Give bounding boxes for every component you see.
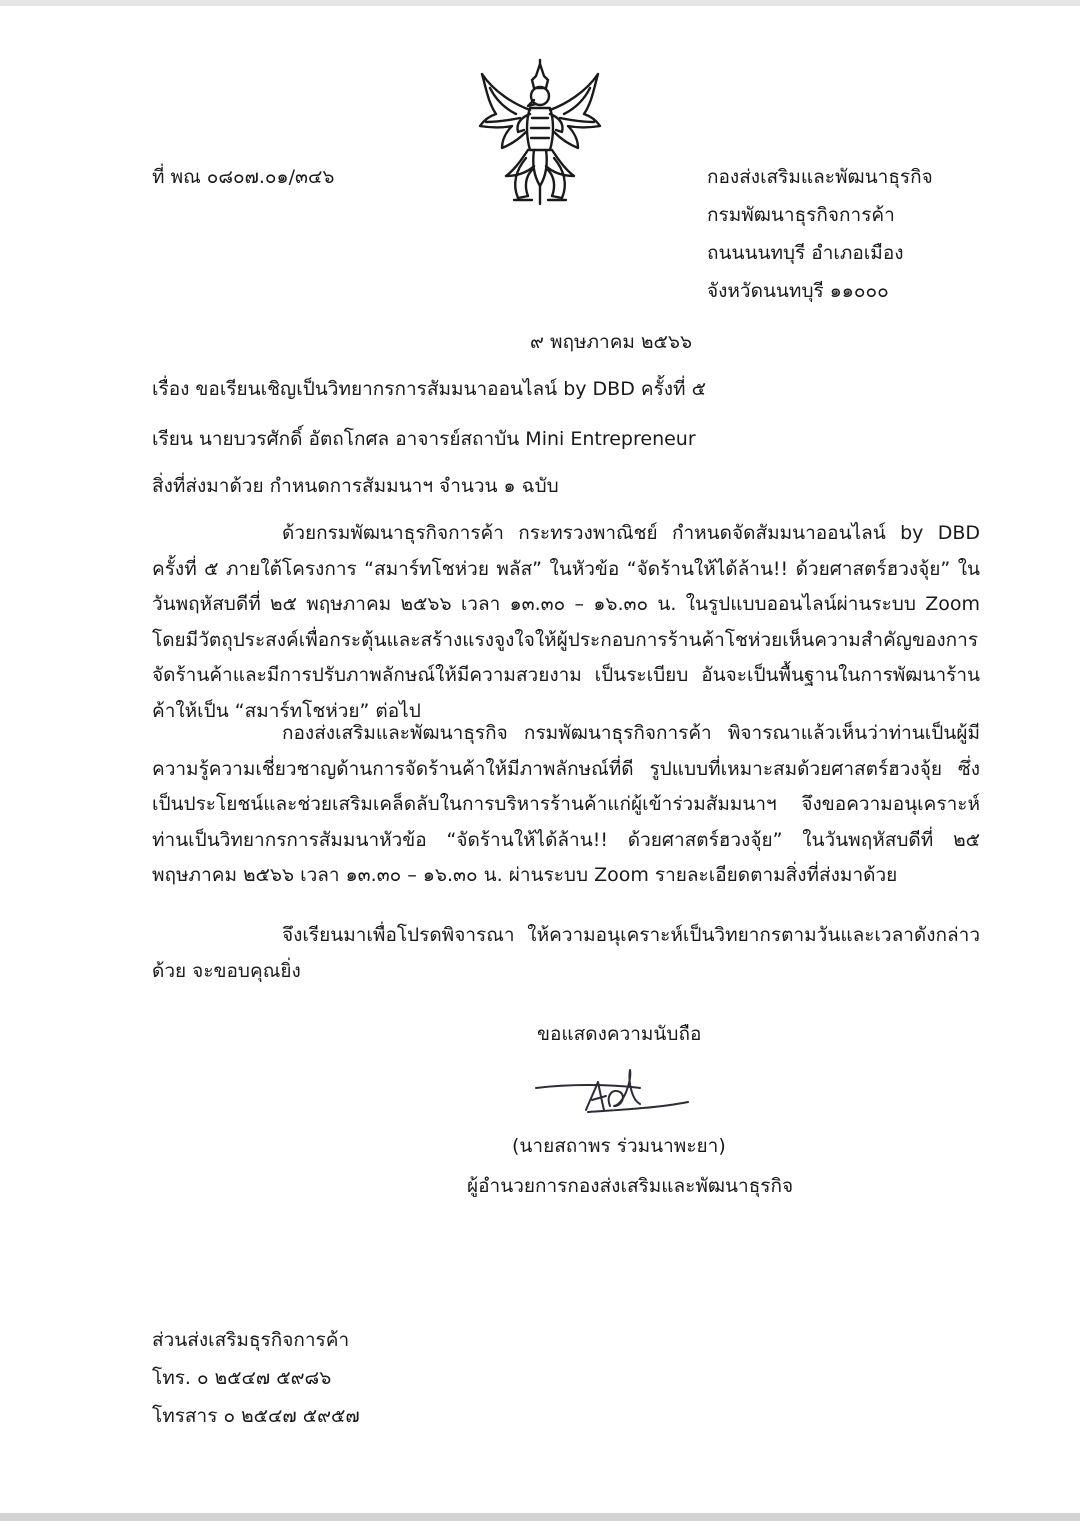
page-top-edge xyxy=(0,0,1080,6)
footer-fax: โทรสาร ๐ ๒๕๔๗ ๕๙๕๗ xyxy=(152,1405,360,1427)
subject-line: เรื่อง ขอเรียนเชิญเป็นวิทยากรการสัมมนาออนไลน์ by DBD ครั้งที่ ๕ xyxy=(152,378,707,400)
body-paragraph-1 xyxy=(152,516,980,729)
closing-phrase: ขอแสดงความนับถือ xyxy=(537,1023,702,1045)
body-paragraph-2 xyxy=(152,716,980,894)
paragraph-text: ด้วยกรมพัฒนาธุรกิจการค้า กระทรวงพาณิชย์ กำหนดจัดสัมมนาออนไลน์ by DBD ครั้งที่ ๕ ภายใต้โครงการ “สมาร์ทโชห่วย พลัส” ในหัวข้อ “จัดร้านให้ได้ล้าน!! ด้วยศาสตร์ฮวงจุ้ย” ในวันพฤหัสบดีที่ ๒๕ พฤษภาคม ๒๕๖๖ เวลา ๑๓.๓๐ – ๑๖.๓๐ น. ในรูปแบบออนไลน์ผ่านระบบ Zoom โดยมีวัตถุประสงค์เพื่อกระตุ้นและสร้างแรงจูงใจให้ผู้ประกอบการร้านค้าโชห่วยเห็นความสำคัญของการจัดร้านค้าและมีการปรับภาพลักษณ์ให้มีความสวยงาม เป็นระเบียบ อันจะเป็นพื้นฐานในการพัฒนาร้านค้าให้เป็น “สมาร์ทโชห่วย” ต่อไป xyxy=(152,522,980,722)
enclosure-line: สิ่งที่ส่งมาด้วย กำหนดการสัมมนาฯ จำนวน ๑ ฉบับ xyxy=(152,475,559,497)
sender-line: กองส่งเสริมและพัฒนาธุรกิจ xyxy=(707,166,933,188)
signatory-name: (นายสถาพร ร่วมนาพะยา) xyxy=(512,1135,726,1157)
sender-line: กรมพัฒนาธุรกิจการค้า xyxy=(707,204,895,226)
body-paragraph-3 xyxy=(152,918,980,989)
letter-date: ๙ พฤษภาคม ๒๕๖๖ xyxy=(530,331,693,353)
paragraph-text: กองส่งเสริมและพัฒนาธุรกิจ กรมพัฒนาธุรกิจการค้า พิจารณาแล้วเห็นว่าท่านเป็นผู้มีความรู้ความเชี่ยวชาญด้านการจัดร้านค้าให้มีภาพลักษณ์ที่ดี รูปแบบที่เหมาะสมด้วยศาสตร์ฮวงจุ้ย ซึ่งเป็นประโยชน์และช่วยเสริมเคล็ดลับในการบริหารร้านค้าแก่ผู้เข้าร่วมสัมมนาฯ จึงขอความอนุเคราะห์ท่านเป็นวิทยากรการสัมมนาหัวข้อ “จัดร้านให้ได้ล้าน!! ด้วยศาสตร์ฮวงจุ้ย” ในวันพฤหัสบดีที่ ๒๕ พฤษภาคม ๒๕๖๖ เวลา ๑๓.๓๐ – ๑๖.๓๐ น. ผ่านระบบ Zoom รายละเอียดตามสิ่งที่ส่งมาด้วย xyxy=(152,722,980,886)
footer-department: ส่วนส่งเสริมธุรกิจการค้า xyxy=(152,1329,350,1351)
paragraph-text: จึงเรียนมาเพื่อโปรดพิจารณา ให้ความอนุเคราะห์เป็นวิทยากรตามวันและเวลาดังกล่าวด้วย จะขอบคุณยิ่ง xyxy=(152,924,980,982)
reference-number: ที่ พณ ๐๘๐๗.๐๑/๓๔๖ xyxy=(152,166,335,188)
sender-line: จังหวัดนนทบุรี ๑๑๐๐๐ xyxy=(707,280,889,302)
sender-line: ถนนนนทบุรี อำเภอเมือง xyxy=(707,242,904,264)
signatory-title: ผู้อำนวยการกองส่งเสริมและพัฒนาธุรกิจ xyxy=(467,1175,794,1197)
page-bottom-edge xyxy=(0,1513,1080,1521)
salutation-line: เรียน นายบวรศักดิ์ อัตถโกศล อาจารย์สถาบัน Mini Entrepreneur xyxy=(152,428,696,450)
footer-phone: โทร. ๐ ๒๕๔๗ ๕๙๘๖ xyxy=(152,1367,332,1389)
signature-mark xyxy=(528,1066,698,1126)
garuda-emblem-icon xyxy=(470,58,610,208)
